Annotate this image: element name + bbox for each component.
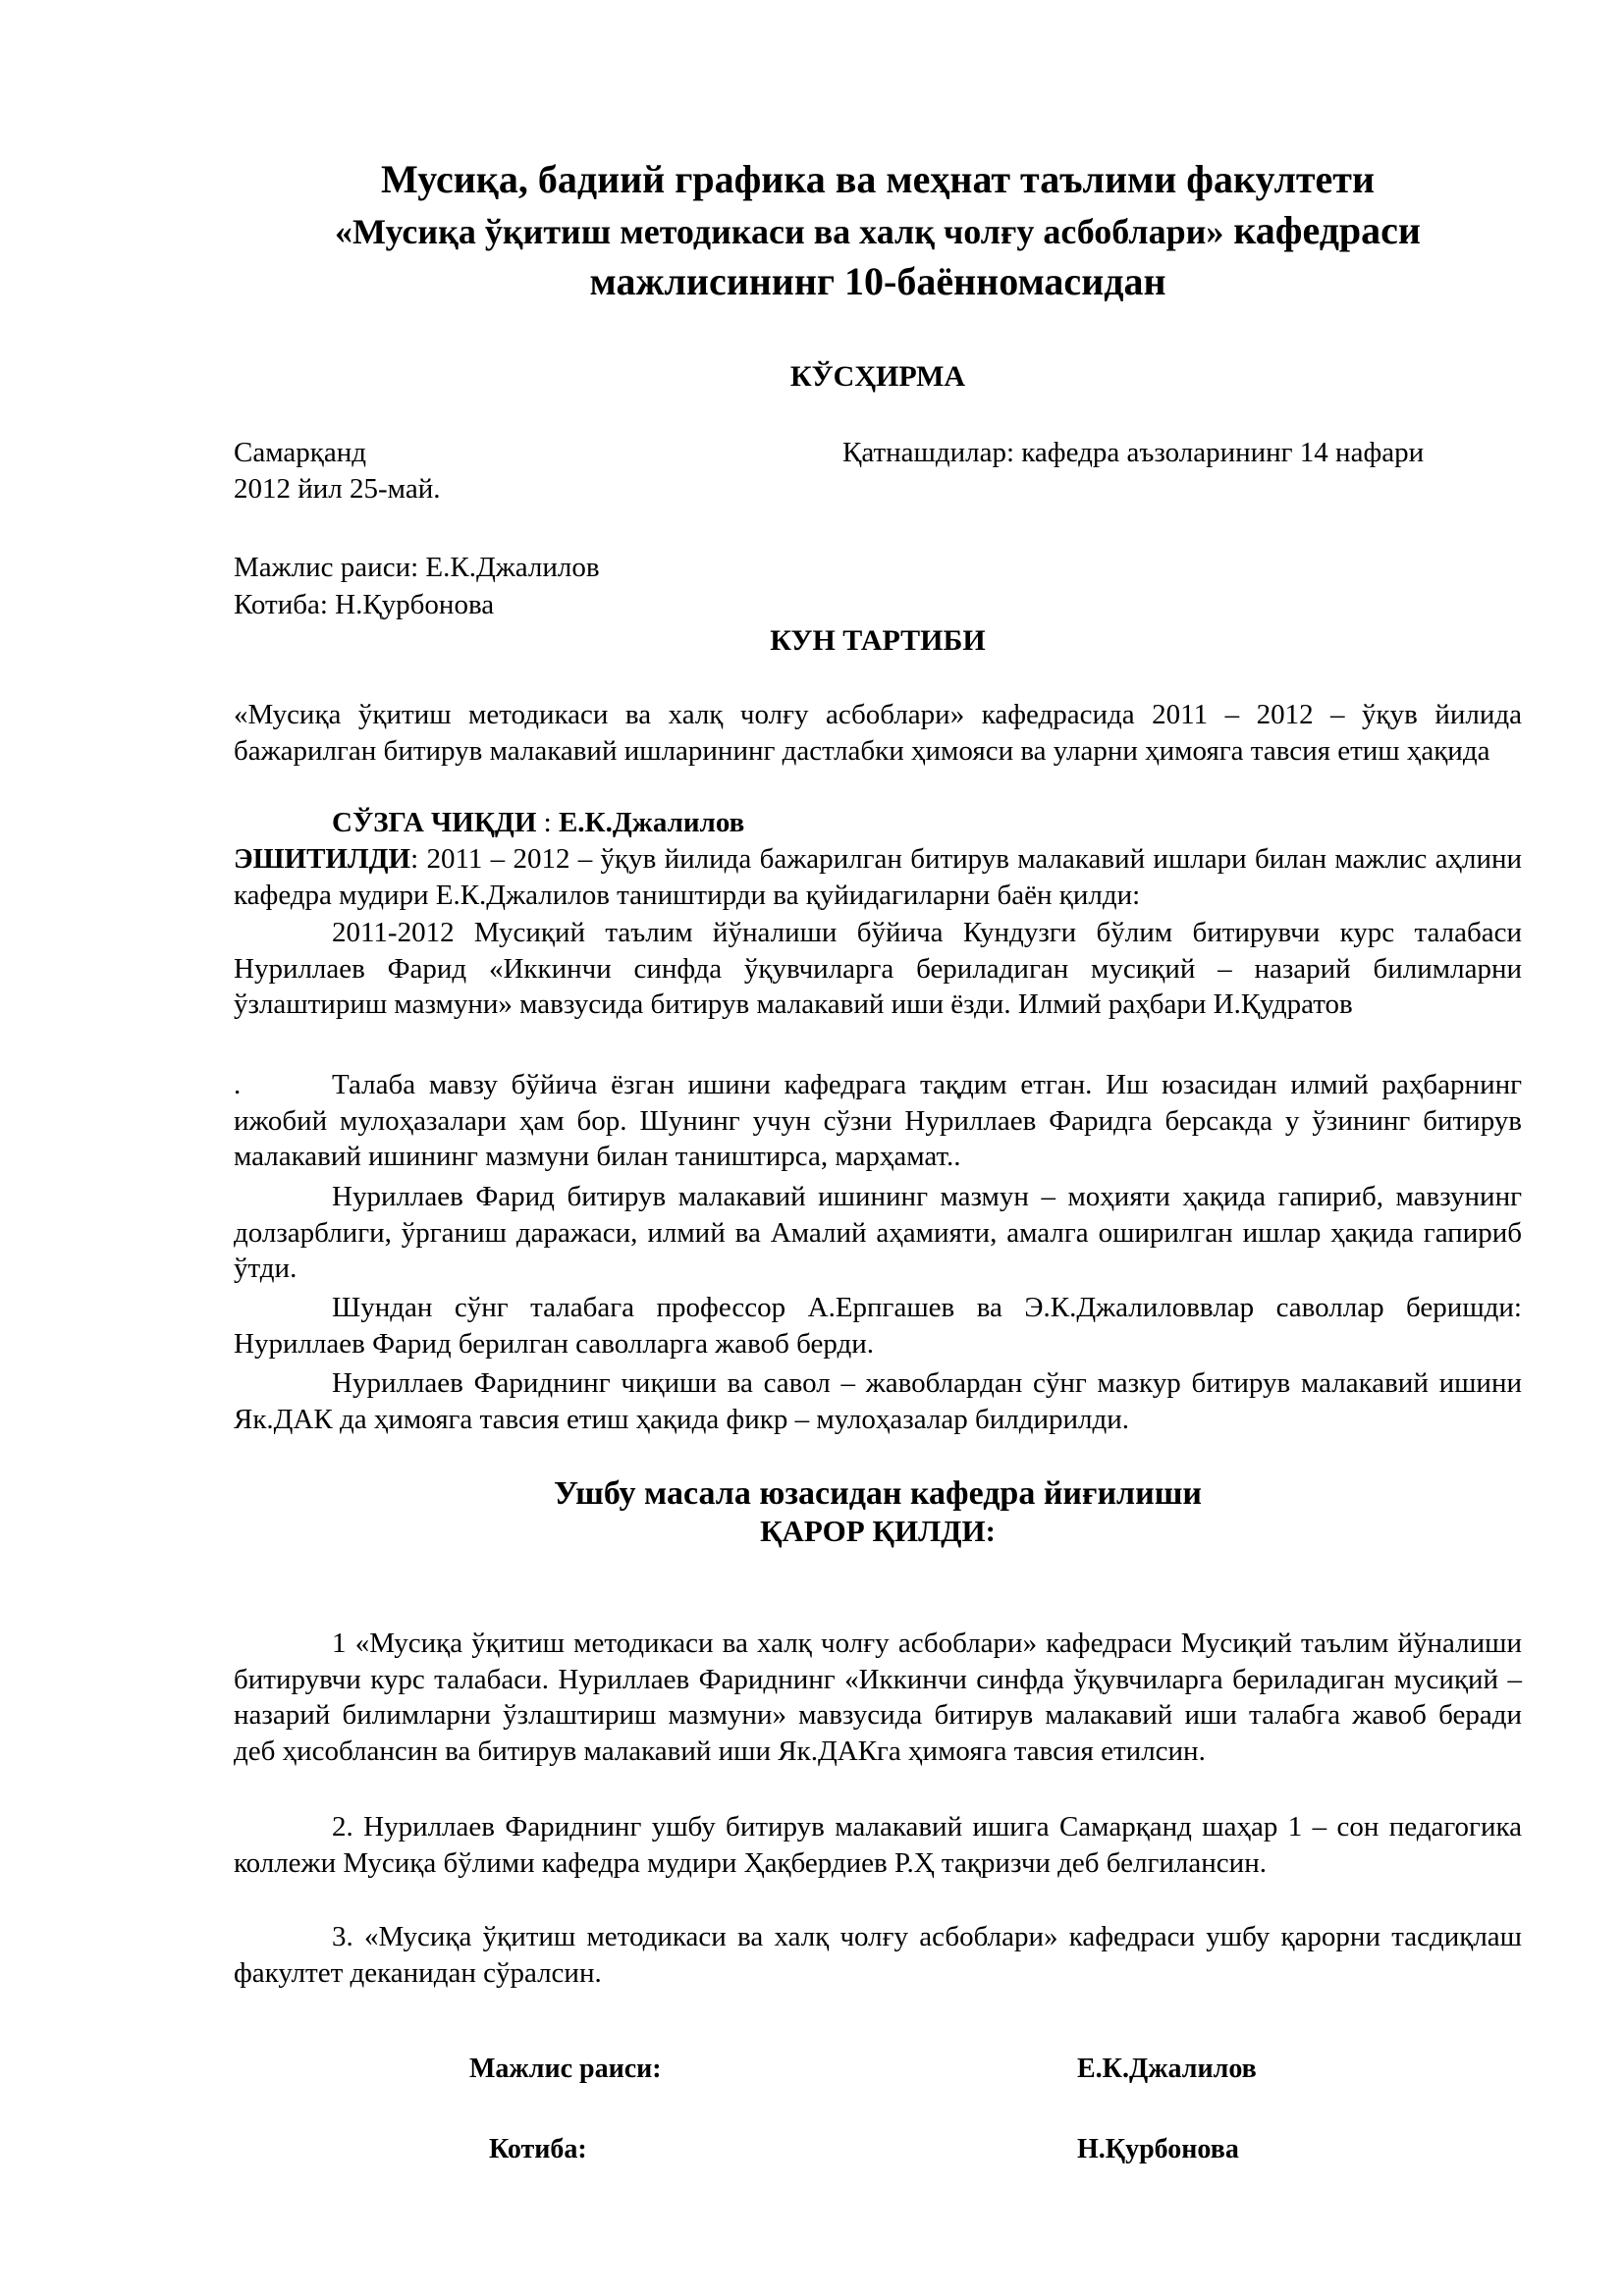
heard-text: : 2011 – 2012 – ўқув йилида бажарилган битирув малакавий ишлари билан мажлис аҳлини кафедра мудири Е.К.Джалилов таништирди ва қуйидагиларни баён қилди: <box>234 843 1522 911</box>
decision-item-2: 2. Нуриллаев Фариднинг ушбу битирув малакавий ишига Самарқанд шаҳар 1 – сон педагогика коллежи Мусиқа бўлими кафедра мудири Ҳақбердиев Р.Ҳ тақризчи деб белгилансин. <box>234 1811 1522 1879</box>
signature-chair-label: Мажлис раиси: <box>469 2054 662 2084</box>
report-paragraph-1: 2011-2012 Мусиқий таълим йўналиши бўйича Кундузги бўлим битирувчи курс талабаси Нуриллаев Фарид «Иккинчи синфда ўқувчиларга бериладиган мусиқий – назарий билимларни ўзлаштириш мазмуни» мавзусида битирув малакавий иши ёзди. Илмий раҳбари И.Қудратов <box>234 917 1522 1020</box>
report-paragraph-3: Нуриллаев Фарид битирув малакавий ишининг мазмун – моҳияти ҳақида гапириб, мавзунинг долзарблиги, ўрганиш даражаси, илмий ва Амалий аҳамияти, амалга оширилган ишлар ҳақида гапириб ўтди. <box>234 1181 1522 1284</box>
department-heading <box>234 208 1522 254</box>
signature-secretary-label: Котиба: <box>489 2134 587 2164</box>
heard-label: ЭШИТИЛДИ <box>234 843 411 875</box>
decision-item-1: 1 «Мусиқа ўқитиш методикаси ва халқ чолғу асбоблари» кафедраси Мусиқий таълим йўналиши битирувчи курс талабаси. Нуриллаев Фариднинг «Иккинчи синфда ўқувчиларга бериладиган мусиқий – назарий билимларни ўзлаштириш мазмуни» мавзусида битирув малакавий иши талабга жавоб беради деб ҳисоблансин ва битирув малакавий иши Як.ДАКга ҳимояга тавсия етилсин. <box>234 1628 1522 1767</box>
heard-paragraph <box>234 841 1522 913</box>
speaker-label: СЎЗГА ЧИҚДИ <box>332 807 537 838</box>
faculty-heading: Мусиқа, бадиий графика ва меҳнат таълими факултети <box>381 157 1375 201</box>
stray-dot: . <box>234 1069 242 1100</box>
meeting-chair: Мажлис раиси: Е.К.Джалилов <box>234 552 600 583</box>
signature-secretary-name: Н.Қурбонова <box>1077 2134 1239 2164</box>
report-paragraph-4: Шундан сўнг талабага профессор А.Ерпгашев ва Э.К.Джалиловвлар саволлар беришди: Нуриллаев Фарид берилган саволларга жавоб берди. <box>234 1292 1522 1360</box>
signature-chair-name: Е.К.Джалилов <box>1077 2054 1257 2084</box>
speaker-name: Е.К.Джалилов <box>558 807 745 838</box>
meeting-secretary: Котиба: Н.Қурбонова <box>234 589 495 620</box>
decision-heading: Ушбу масала юзасидан кафедра йиғилиши <box>553 1475 1202 1512</box>
agenda-title: КУН ТАРТИБИ <box>770 624 986 657</box>
decision-title: ҚАРОР ҚИЛДИ: <box>760 1514 996 1548</box>
decision-item-3: 3. «Мусиқа ўқитиш методикаси ва халқ чолғу асбоблари» кафедраси ушбу қарорни тасдиқлаш факултет деканидан сўралсин. <box>234 1921 1522 1989</box>
department-word: кафедраси <box>1223 208 1421 252</box>
meeting-city: Самарқанд <box>234 437 366 468</box>
meeting-date: 2012 йил 25-май. <box>234 473 441 505</box>
minutes-heading: мажлисининг 10-баённомасидан <box>589 259 1166 303</box>
agenda-text: «Мусиқа ўқитиш методикаси ва халқ чолғу асбоблари» кафедрасида 2011 – 2012 – ўқув йилида бажарилган битирув малакавий ишларининг дастлабки ҳимояси ва уларни ҳимояга тавсия етиш ҳақида <box>234 699 1522 767</box>
report-paragraph-2: Талаба мавзу бўйича ёзган ишини кафедрага тақдим етган. Иш юзасидан илмий раҳбарнинг ижобий мулоҳазалари ҳам бор. Шунинг учун сўзни Нуриллаев Фаридга берсакда у ўзининг битирув малакавий ишининг мазмуни билан таништирса, марҳамат.. <box>234 1069 1522 1172</box>
speaker-separator: : <box>536 807 559 838</box>
report-paragraph-5: Нуриллаев Фариднинг чиқиши ва савол – жавоблардан сўнг мазкур битирув малакавий ишини Як.ДАК да ҳимояга тавсия етиш ҳақида фикр – мулоҳазалар билдирилди. <box>234 1367 1522 1435</box>
document-title: КЎСҲИРМА <box>789 360 966 393</box>
department-name: «Мусиқа ўқитиш методикаси ва халқ чолғу асбоблари» <box>335 212 1224 251</box>
speaker-line <box>332 805 744 841</box>
meeting-attendees: Қатнашдилар: кафедра аъзоларининг 14 нафари <box>842 437 1425 468</box>
